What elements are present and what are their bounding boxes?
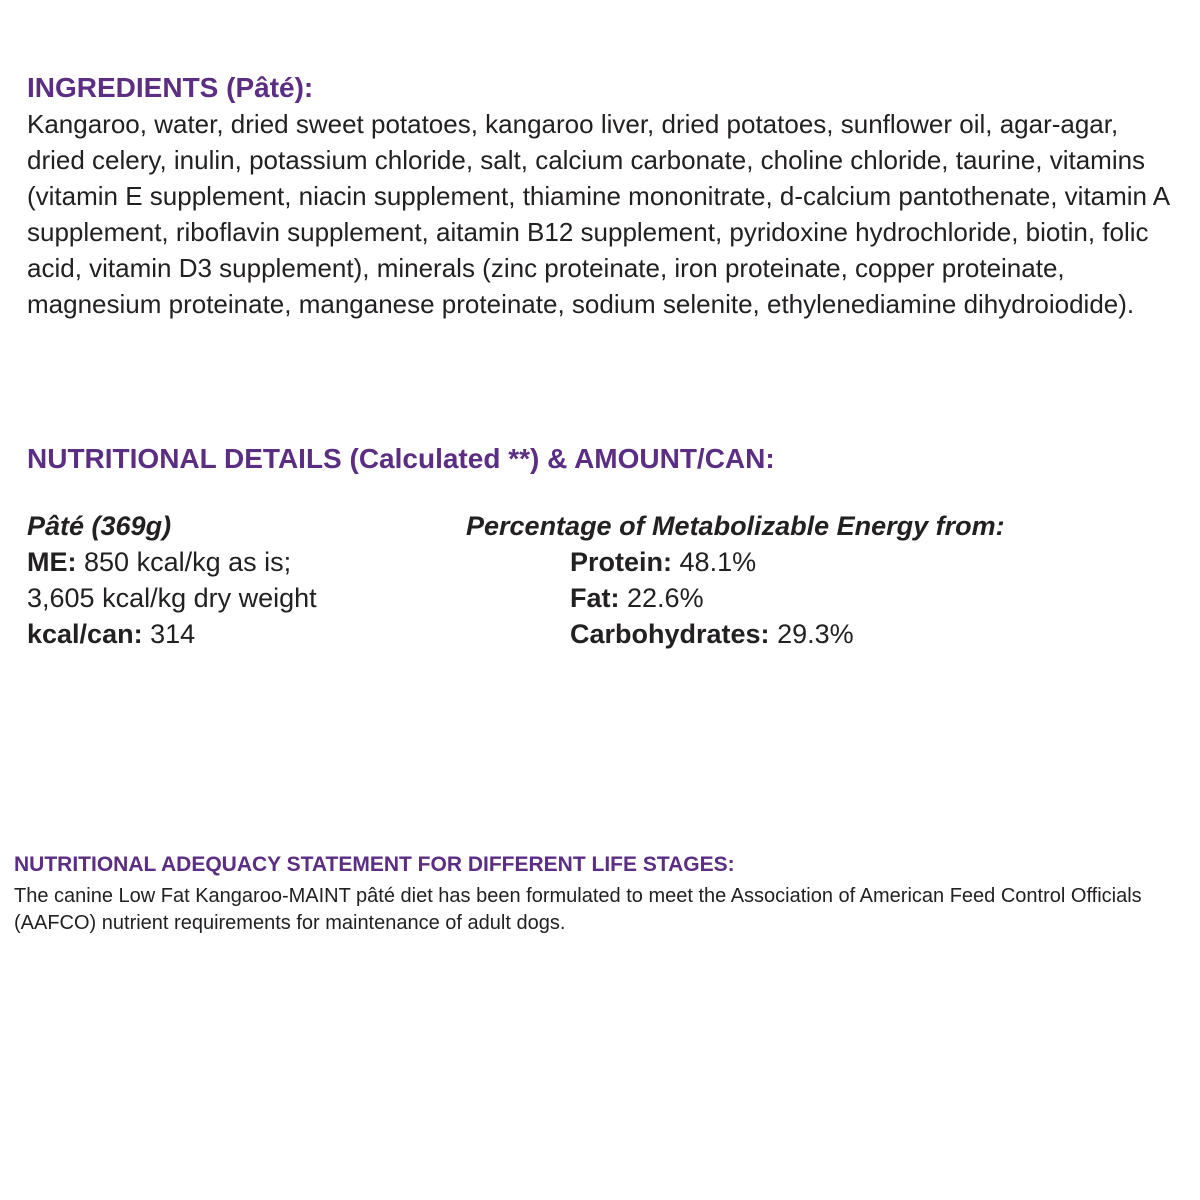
nutritional-details-section [27,441,1177,477]
dry-weight-line: 3,605 kcal/kg dry weight [27,583,317,613]
energy-percentage-title: Percentage of Metabolizable Energy from: [466,511,1005,541]
can-info-column [27,508,466,652]
me-value: 850 kcal/kg as is; [84,547,292,577]
fat-value: 22.6% [627,583,704,613]
fat-label: Fat: [570,583,620,613]
protein-line [570,544,1182,580]
adequacy-statement-text: The canine Low Fat Kangaroo-MAINT pâté diet has been formulated to meet the Association of American Feed Control Officials (AAFCO) nutrient requirements for maintenance of adult dogs. [14,885,1142,934]
energy-percentage-column [466,508,1182,652]
fat-line [570,580,1182,616]
nutritional-details-heading: NUTRITIONAL DETAILS (Calculated **) & AMOUNT/CAN: [27,443,775,474]
protein-label: Protein: [570,547,673,577]
kcal-can-value: 314 [150,619,196,649]
adequacy-statement-section [14,851,1189,937]
pate-weight-title: Pâté (369g) [27,511,172,541]
ingredients-section [27,70,1177,322]
protein-value: 48.1% [679,547,757,577]
kcal-can-label: kcal/can: [27,619,143,649]
carbohydrates-label: Carbohydrates: [570,619,770,649]
carbohydrates-line [570,616,1182,652]
adequacy-statement-heading: NUTRITIONAL ADEQUACY STATEMENT FOR DIFFERENT LIFE STAGES: [14,853,735,876]
ingredients-heading: INGREDIENTS (Pâté): [27,72,314,103]
me-label: ME: [27,547,77,577]
kcal-line [27,616,466,652]
ingredients-text: Kangaroo, water, dried sweet potatoes, kangaroo liver, dried potatoes, sunflower oil, agar-agar, dried celery, inulin, potassium chloride, salt, calcium carbonate, choline chloride, taurine, vitamins (vitamin E supplement, niacin supplement, thiamine mononitrate, d-calcium pantothenate, vitamin A supplement, riboflavin supplement, aitamin B12 supplement, pyridoxine hydrochloride, biotin, folic acid, vitamin D3 supplement), minerals (zinc proteinate, iron proteinate, copper proteinate, magnesium proteinate, manganese proteinate, sodium selenite, ethylenediamine dihydroiodide). [27,109,1169,319]
carbohydrates-value: 29.3% [777,619,854,649]
me-line [27,544,466,580]
nutrition-columns [27,508,1182,652]
